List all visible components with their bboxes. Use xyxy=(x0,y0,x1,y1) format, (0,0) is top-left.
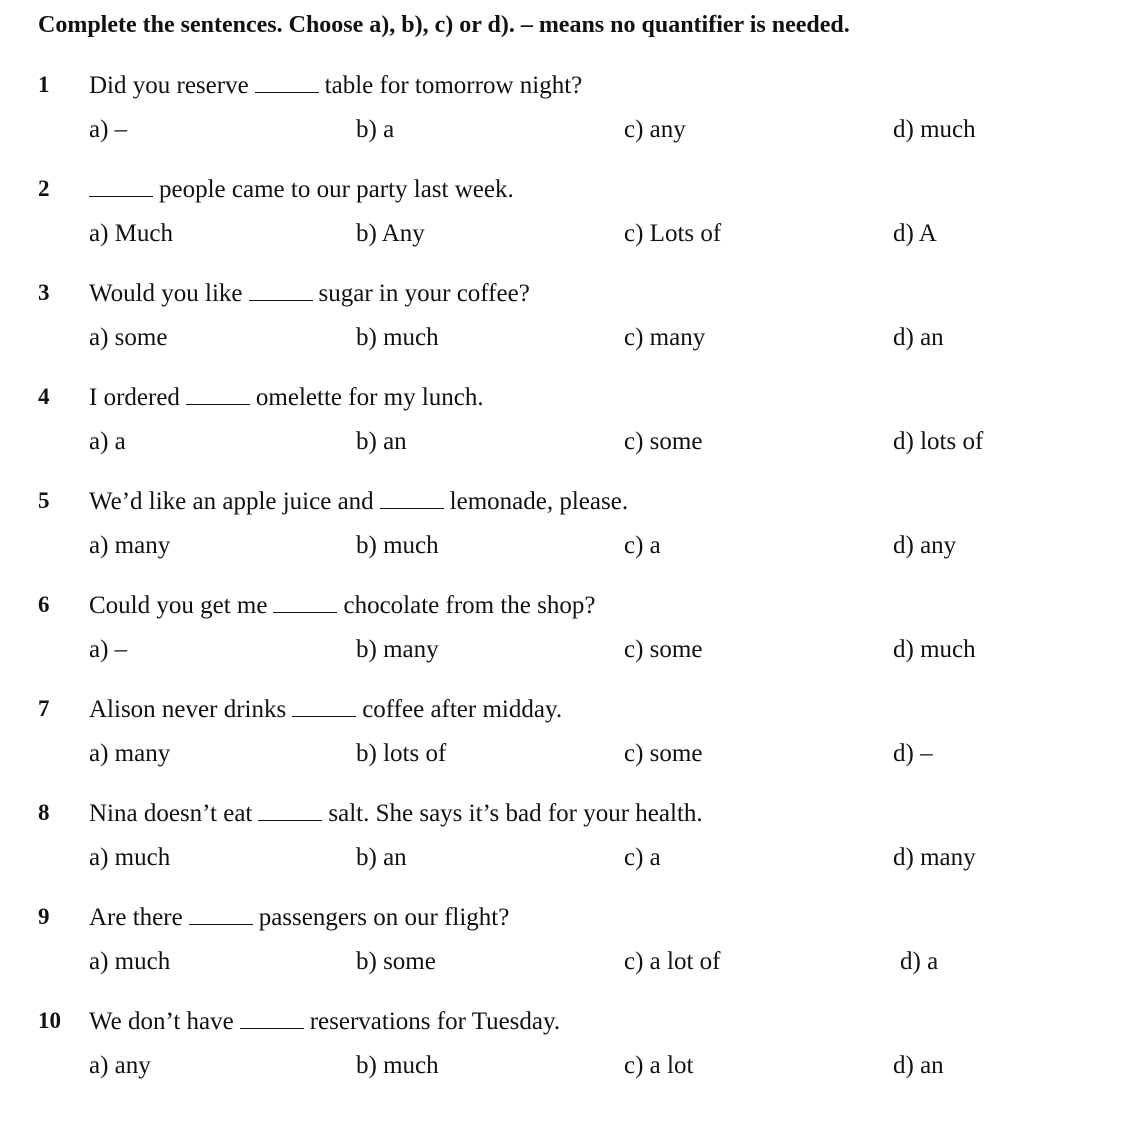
question-item xyxy=(0,800,1138,890)
question-number: 4 xyxy=(38,384,50,409)
question-number: 10 xyxy=(38,1008,61,1033)
question-text-before: Are there xyxy=(89,904,183,931)
answer-blank[interactable] xyxy=(273,594,337,613)
question-text-before: Did you reserve xyxy=(89,72,249,99)
option-b[interactable]: b) much xyxy=(356,532,439,559)
answer-blank[interactable] xyxy=(380,490,444,509)
option-a[interactable]: a) a xyxy=(89,428,126,455)
answer-blank[interactable] xyxy=(189,906,253,925)
answer-blank[interactable] xyxy=(258,802,322,821)
question-text-before: Would you like xyxy=(89,280,243,307)
option-b[interactable]: b) lots of xyxy=(356,740,447,767)
question-text-after: table for tomorrow night? xyxy=(324,72,583,99)
question-number: 9 xyxy=(38,904,50,929)
question-number: 3 xyxy=(38,280,50,305)
question-text xyxy=(89,176,514,204)
question-item xyxy=(0,384,1138,474)
option-c[interactable]: c) a lot xyxy=(624,1052,694,1079)
option-c[interactable]: c) a xyxy=(624,844,661,871)
question-item xyxy=(0,280,1138,370)
option-b[interactable]: b) much xyxy=(356,324,439,351)
question-text-after: lemonade, please. xyxy=(449,488,629,515)
option-d[interactable]: d) much xyxy=(893,116,976,143)
instructions-heading: Complete the sentences. Choose a), b), c) or d). – means no quantifier is needed. xyxy=(38,12,850,38)
option-b[interactable]: b) many xyxy=(356,636,439,663)
answer-blank[interactable] xyxy=(292,698,356,717)
question-text-after: omelette for my lunch. xyxy=(255,384,484,411)
option-a[interactable]: a) many xyxy=(89,532,171,559)
question-item xyxy=(0,1008,1138,1098)
question-text-before: I ordered xyxy=(89,384,180,411)
option-d[interactable]: d) lots of xyxy=(893,428,984,455)
question-text xyxy=(89,384,484,412)
question-text-before: Nina doesn’t eat xyxy=(89,800,253,827)
question-text-after: passengers on our flight? xyxy=(258,904,510,931)
answer-blank[interactable] xyxy=(240,1010,304,1029)
question-text-before: Could you get me xyxy=(89,592,268,619)
question-text xyxy=(89,592,595,620)
question-number: 8 xyxy=(38,800,50,825)
option-c[interactable]: c) any xyxy=(624,116,686,143)
question-number: 5 xyxy=(38,488,50,513)
option-a[interactable]: a) much xyxy=(89,844,171,871)
option-c[interactable]: c) many xyxy=(624,324,706,351)
question-text-after: salt. She says it’s bad for your health. xyxy=(328,800,703,827)
question-item xyxy=(0,488,1138,578)
question-number: 2 xyxy=(38,176,50,201)
option-d[interactable]: d) – xyxy=(893,740,933,767)
question-text xyxy=(89,800,703,828)
question-text-before: Alison never drinks xyxy=(89,696,287,723)
option-d[interactable]: d) an xyxy=(893,324,944,351)
question-text-after: reservations for Tuesday. xyxy=(309,1008,561,1035)
option-a[interactable]: a) some xyxy=(89,324,168,351)
question-number: 7 xyxy=(38,696,50,721)
question-item xyxy=(0,904,1138,994)
option-a[interactable]: a) many xyxy=(89,740,171,767)
option-b[interactable]: b) much xyxy=(356,1052,439,1079)
option-d[interactable]: d) any xyxy=(893,532,957,559)
answer-blank[interactable] xyxy=(186,386,250,405)
question-text xyxy=(89,1008,560,1036)
question-text-before: We don’t have xyxy=(89,1008,234,1035)
question-text xyxy=(89,280,530,308)
question-number: 6 xyxy=(38,592,50,617)
question-number: 1 xyxy=(38,72,50,97)
question-text-after: chocolate from the shop? xyxy=(343,592,596,619)
answer-blank[interactable] xyxy=(249,282,313,301)
option-d[interactable]: d) A xyxy=(893,220,937,247)
option-c[interactable]: c) Lots of xyxy=(624,220,722,247)
option-a[interactable]: a) – xyxy=(89,116,128,143)
option-b[interactable]: b) an xyxy=(356,844,407,871)
option-c[interactable]: c) some xyxy=(624,428,703,455)
option-b[interactable]: b) some xyxy=(356,948,436,975)
option-c[interactable]: c) some xyxy=(624,740,703,767)
question-text xyxy=(89,696,562,724)
option-c[interactable]: c) some xyxy=(624,636,703,663)
answer-blank[interactable] xyxy=(89,178,153,197)
option-d[interactable]: d) many xyxy=(893,844,976,871)
question-text-before: We’d like an apple juice and xyxy=(89,488,374,515)
option-a[interactable]: a) much xyxy=(89,948,171,975)
question-text xyxy=(89,72,582,100)
question-item xyxy=(0,176,1138,266)
option-d[interactable]: d) much xyxy=(893,636,976,663)
option-c[interactable]: c) a xyxy=(624,532,661,559)
option-a[interactable]: a) any xyxy=(89,1052,151,1079)
question-text xyxy=(89,904,509,932)
option-d[interactable]: d) an xyxy=(893,1052,944,1079)
question-text-after: people came to our party last week. xyxy=(159,176,514,203)
question-text-after: coffee after midday. xyxy=(362,696,563,723)
option-a[interactable]: a) Much xyxy=(89,220,173,247)
question-item xyxy=(0,72,1138,162)
question-text-after: sugar in your coffee? xyxy=(318,280,530,307)
question-item xyxy=(0,592,1138,682)
option-a[interactable]: a) – xyxy=(89,636,128,663)
question-item xyxy=(0,696,1138,786)
option-c[interactable]: c) a lot of xyxy=(624,948,721,975)
option-b[interactable]: b) a xyxy=(356,116,395,143)
question-text xyxy=(89,488,628,516)
option-d[interactable]: d) a xyxy=(900,948,939,975)
answer-blank[interactable] xyxy=(255,74,319,93)
option-b[interactable]: b) Any xyxy=(356,220,425,247)
option-b[interactable]: b) an xyxy=(356,428,407,455)
